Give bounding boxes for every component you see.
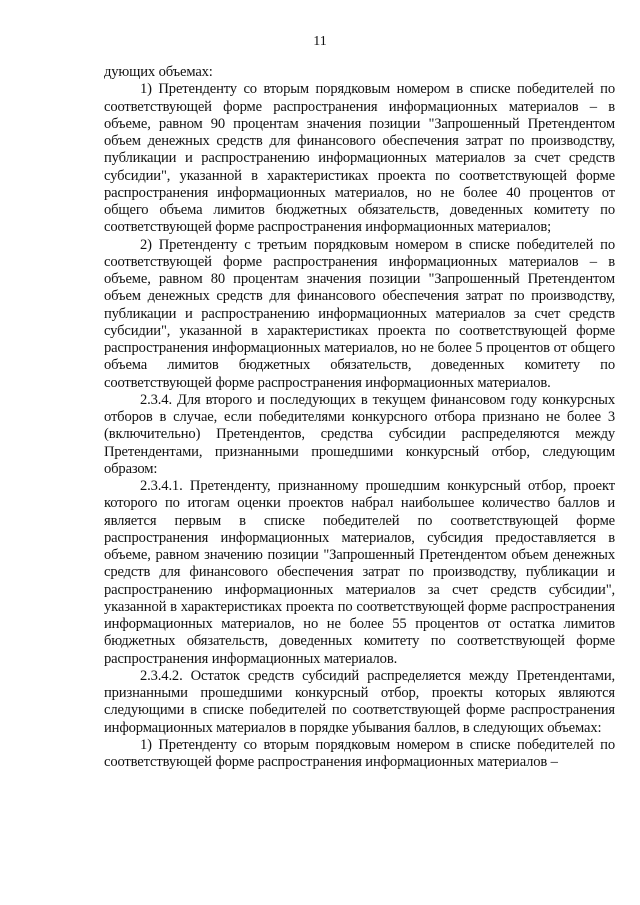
paragraph: 2.3.4.1. Претенденту, признанному прошедшим конкурсный отбор, проект которого по итогам оценки проектов набрал наибольшее количество баллов и является первым в списке победителей по соответствующей форме распространения информационных материалов, субсидия предоставляется в объеме, равном значению позиции "Запрошенный Претендентом объем денежных средств для финансового обеспечения затрат по производству, публикации и распространению информационных материалов за счет средств субсидии", указанной в характеристиках проекта по соответствующей форме распространения информационных материалов, но не более 55 процентов от остатка лимитов бюджетных обязательств, доведенных комитету по соответствующей форме распространения информационных материалов. — [104, 478, 615, 667]
paragraph: 1) Претенденту со вторым порядковым номером в списке победителей по соответствующей форме распространения информационных материалов – — [104, 736, 615, 770]
paragraph: 2.3.4.2. Остаток средств субсидий распределяется между Претендентами, признанными прошедшими конкурсный отбор, проекты которых являются следующими в списке победителей по соответствующей форме распространения информационных материалов в порядке убывания баллов, в следующих объемах: — [104, 667, 615, 736]
paragraph: дующих объемах: — [104, 64, 213, 80]
page-number: 11 — [313, 34, 327, 49]
paragraph: 1) Претенденту со вторым порядковым номером в списке победителей по соответствующей форме распространения информационных материалов – в объеме, равном 90 процентам значения позиции "Запрошенный Претендентом объем денежных средств для финансового обеспечения затрат по производству, публикации и распространению информационных материалов за счет средств субсидии", указанной в характеристиках проекта по соответствующей форме распространения информационных материалов, но не более 40 процентов от общего объема лимитов бюджетных обязательств, доведенных комитету по соответствующей форме распространения информационных материалов; — [104, 81, 615, 236]
paragraph: 2) Претенденту с третьим порядковым номером в списке победителей по соответствующей форме распространения информационных материалов – в объеме, равном 80 процентам значения позиции "Запрошенный Претендентом объем денежных средств для финансового обеспечения затрат по производству, публикации и распространению информационных материалов за счет средств субсидии", указанной в характеристиках проекта по соответствующей форме распространения информационных материалов, но не более 5 процентов от общего объема лимитов бюджетных обязательств, доведенных комитету по соответствующей форме распространения информационных материалов. — [104, 236, 615, 391]
paragraph: 2.3.4. Для второго и последующих в текущем финансовом году конкурсных отборов в случае, если победителями конкурсного отбора признано не более 3 (включительно) Претендентов, средства субсидии распределяются между Претендентами, признанными прошедшими конкурсный отбор, следующим образом: — [104, 391, 615, 477]
document-body — [104, 64, 615, 771]
